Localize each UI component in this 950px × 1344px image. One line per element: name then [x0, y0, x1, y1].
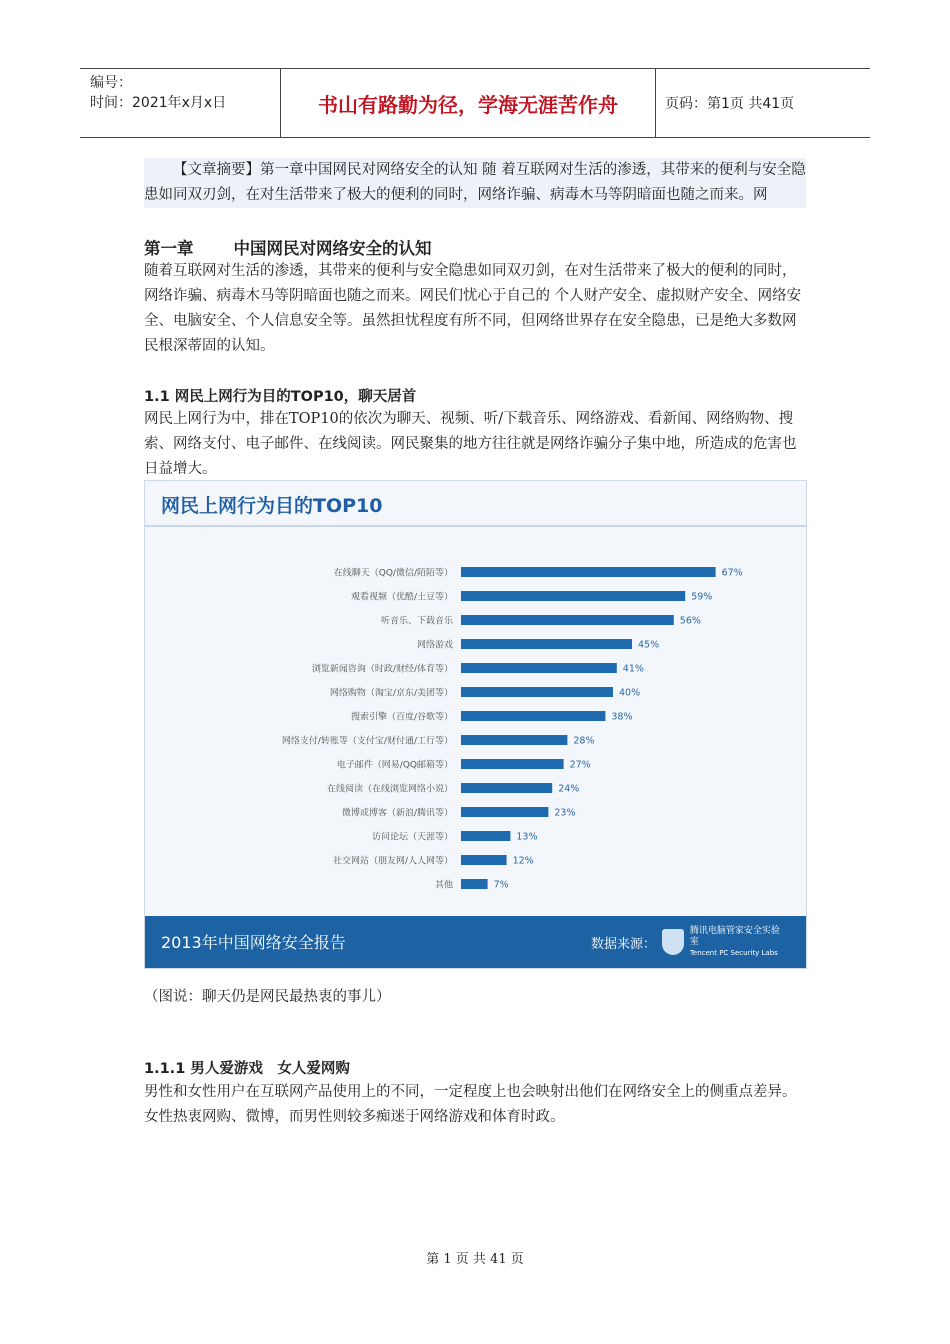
section-heading-1-1-1	[144, 1057, 350, 1078]
section-title: 网民上网行为目的TOP10，聊天居首	[174, 389, 417, 405]
value-label: 59%	[691, 591, 713, 603]
bar	[461, 831, 510, 841]
logo-text: 腾讯电脑管家安全实验室	[689, 925, 780, 947]
section-number: 1.1.1	[144, 1061, 186, 1077]
header-motto: 书山有路勤为径，学海无涯苦作舟	[281, 69, 656, 137]
value-label: 28%	[573, 735, 595, 747]
bar	[461, 711, 605, 721]
bar	[461, 639, 632, 649]
category-label: 在线阅读（在线浏览网络小说）	[326, 784, 453, 795]
category-label: 观看视频（优酷/土豆等）	[350, 592, 453, 603]
page-header	[80, 68, 870, 138]
chart-footer	[145, 916, 806, 968]
section-heading-1-1	[144, 385, 416, 406]
abstract-box	[144, 158, 806, 208]
bar	[461, 615, 674, 625]
bar	[461, 567, 716, 577]
number-label: 编号：	[90, 75, 132, 91]
bar	[461, 783, 552, 793]
value-label: 13%	[516, 831, 538, 843]
value-label: 38%	[611, 711, 633, 723]
section-title: 男人爱游戏 女人爱网购	[190, 1061, 350, 1077]
bar	[461, 855, 507, 865]
bar	[461, 807, 548, 817]
category-label: 听音乐、下载音乐	[380, 616, 453, 627]
header-info	[80, 69, 281, 137]
value-label: 24%	[558, 783, 580, 795]
chapter-number: 第一章	[144, 239, 194, 258]
category-label: 搜索引擎（百度/谷歌等）	[350, 712, 453, 723]
page-footer: 第 1 页 共 41 页	[426, 1252, 524, 1267]
value-label: 27%	[569, 759, 591, 771]
chapter-paragraph: 随着互联网对生活的渗透，其带来的便利与安全隐患如同双刃剑，在对生活带来了极大的便利的同时，网络诈骗、病毒木马等阴暗面也随之而来。网民们忧心于自己的 个人财产安全、虚拟财产安全、网络安全、电脑安全、个人信息安全等。虽然担忧程度有所不同，但网络世界存在安全隐患，已是绝大多数网民根深蒂固的认知。	[144, 263, 802, 354]
category-label: 网络游戏	[416, 640, 453, 651]
value-label: 23%	[554, 807, 576, 819]
category-label: 其他	[434, 880, 453, 891]
value-label: 41%	[622, 663, 644, 675]
value-label: 56%	[679, 615, 701, 627]
time-label: 时间：2021年x月x日	[90, 95, 227, 111]
bar-chart-figure	[144, 480, 807, 969]
category-label: 在线聊天（QQ/微信/陌陌等）	[333, 568, 453, 579]
chart-source-label: 数据来源：	[590, 937, 656, 952]
bar	[461, 663, 617, 673]
category-label: 微博或博客（新浪/腾讯等）	[341, 808, 453, 819]
value-label: 12%	[512, 855, 534, 867]
header-page-label: 页码：第1页 共41页	[665, 96, 795, 112]
value-label: 67%	[721, 567, 743, 579]
value-label: 40%	[619, 687, 641, 699]
shield-icon	[662, 929, 684, 955]
value-label: 7%	[493, 879, 509, 891]
category-label: 浏览新闻咨询（时政/财经/体育等）	[311, 664, 453, 675]
bar	[461, 687, 613, 697]
source-logo	[662, 926, 788, 958]
abstract-text: 【文章摘要】第一章中国网民对网络安全的认知 随 着互联网对生活的渗透，其带来的便利与安全隐患如同双刃剑，在对生活带来了极大的便利的同时，网络诈骗、病毒木马等阴暗面也随之而来。网	[144, 162, 806, 203]
category-label: 社交网站（朋友网/人人网等）	[332, 856, 453, 867]
bar	[461, 879, 488, 889]
chapter-heading	[144, 235, 432, 259]
bar-chart	[145, 541, 807, 921]
value-label: 45%	[638, 639, 660, 651]
chapter-title: 中国网民对网络安全的认知	[233, 239, 432, 258]
figure-caption: （图说：聊天仍是网民最热衷的事儿）	[144, 989, 391, 1005]
bar	[461, 591, 685, 601]
bar	[461, 759, 564, 769]
logo-subtext: Tencent PC Security Labs	[689, 948, 778, 957]
chart-title: 网民上网行为目的TOP10	[161, 495, 383, 517]
category-label: 网络支付/转账等（支付宝/财付通/工行等）	[281, 736, 453, 747]
category-label: 网络购物（淘宝/京东/美团等）	[329, 688, 453, 699]
category-label: 电子邮件（网易/QQ邮箱等）	[336, 760, 453, 771]
bar	[461, 735, 567, 745]
section-paragraph-1-1: 网民上网行为中，排在TOP10的依次为聊天、视频、听/下载音乐、网络游戏、看新闻、网络购物、搜索、网络支付、电子邮件、在线阅读。网民聚集的地方往往就是网络诈骗分子集中地，所造成的危害也日益增大。	[144, 411, 797, 477]
section-paragraph-1-1-1: 男性和女性用户在互联网产品使用上的不同，一定程度上也会映射出他们在网络安全上的侧重点差异。女性热衷网购、微博，而男性则较多痴迷于网络游戏和体育时政。	[144, 1084, 797, 1125]
chart-report-title: 2013年中国网络安全报告	[161, 933, 346, 952]
section-number: 1.1	[144, 389, 170, 405]
chart-title-divider	[145, 525, 806, 527]
category-label: 访问论坛（天涯等）	[371, 832, 453, 843]
